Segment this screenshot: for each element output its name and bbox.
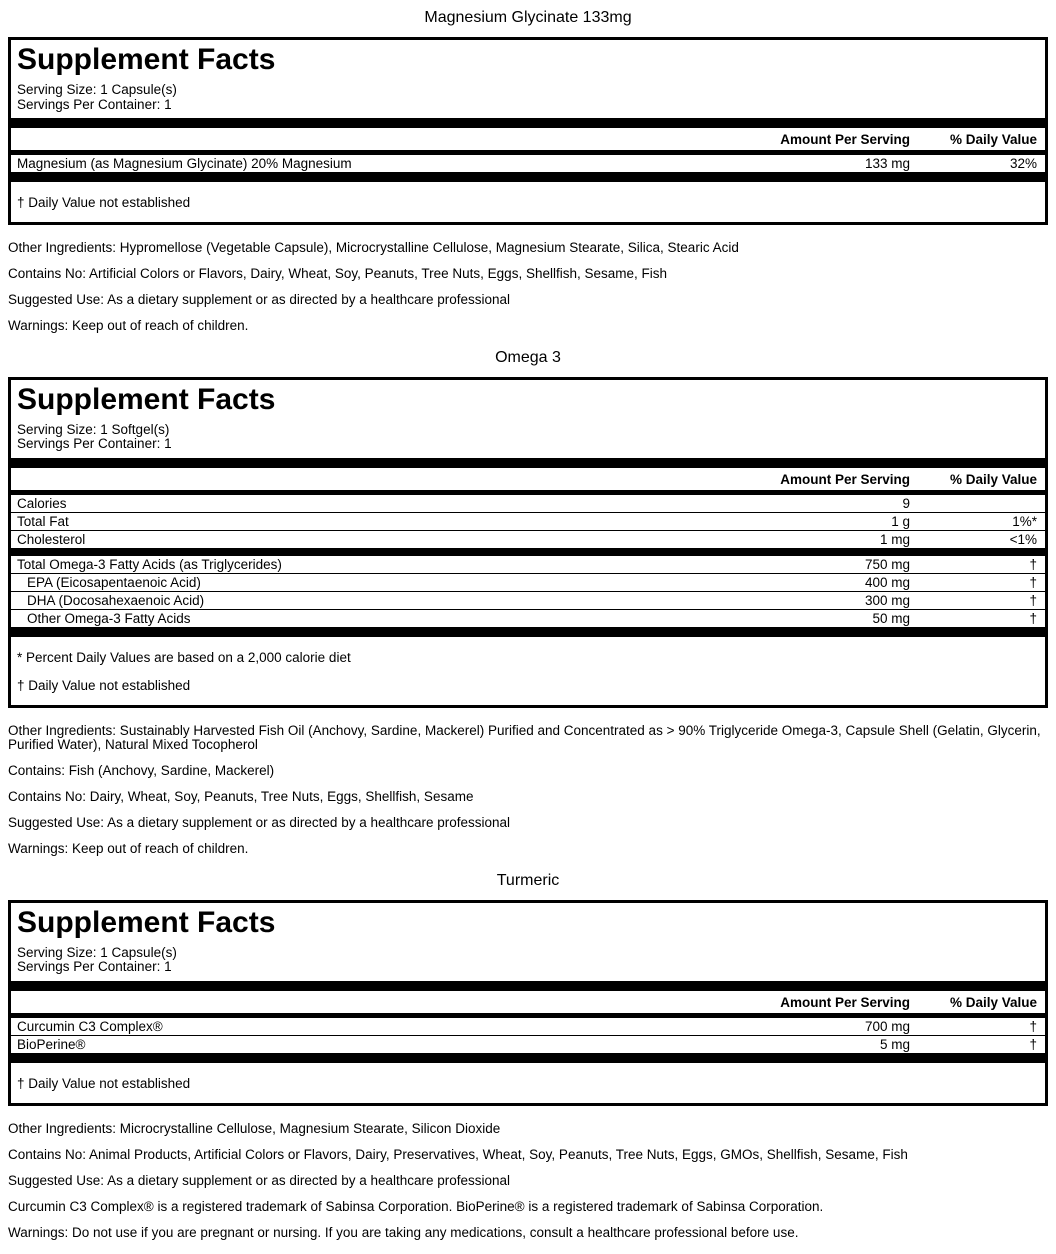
serving-size: Serving Size: 1 Capsule(s) bbox=[17, 944, 177, 960]
panel-heading: Supplement Facts bbox=[17, 43, 276, 76]
divider-bar-thick bbox=[11, 458, 1045, 468]
note-contains-no: Contains No: Dairy, Wheat, Soy, Peanuts, Tree Nuts, Eggs, Shellfish, Sesame bbox=[8, 789, 474, 804]
panel-heading: Supplement Facts bbox=[17, 905, 276, 939]
ingredient-amount: 9 bbox=[902, 495, 910, 511]
ingredient-amount: 400 mg bbox=[864, 574, 910, 590]
ingredient-amount: 1 mg bbox=[879, 531, 910, 547]
ingredient-amount: 5 mg bbox=[879, 1036, 910, 1052]
serving-size: Serving Size: 1 Softgel(s) bbox=[17, 421, 170, 437]
table-header-row bbox=[11, 991, 1045, 1013]
note-contains-no: Contains No: Artificial Colors or Flavors, Dairy, Wheat, Soy, Peanuts, Tree Nuts, Eggs, Shellfish, Sesame, Fish bbox=[8, 266, 668, 281]
ingredient-daily-value: 32% bbox=[1009, 156, 1037, 171]
ingredient-daily-value: 1%* bbox=[1012, 513, 1037, 529]
column-header-amount: Amount Per Serving bbox=[780, 471, 910, 487]
note-other-ingredients: Other Ingredients: Sustainably Harvested Fish Oil (Anchovy, Sardine, Mackerel) Purified and Concentrated as > 90% Triglyceride Omega-3, Capsule Shell (Gelatin, Glycerin, Purified Water), Natural Mixed Tocopherol bbox=[8, 722, 1041, 752]
ingredient-name: Total Fat bbox=[17, 513, 69, 529]
ingredient-daily-value: † bbox=[1029, 574, 1037, 590]
section-notes-omega3 bbox=[8, 724, 1048, 857]
ingredient-amount: 133 mg bbox=[864, 156, 910, 171]
divider-bar-thick bbox=[11, 627, 1045, 637]
note-warnings: Warnings: Keep out of reach of children. bbox=[8, 841, 249, 856]
column-header-amount: Amount Per Serving bbox=[780, 994, 910, 1010]
column-header-daily-value: % Daily Value bbox=[949, 471, 1037, 487]
table-row bbox=[11, 531, 1045, 548]
ingredient-daily-value: † bbox=[1029, 610, 1037, 626]
note-other-ingredients: Other Ingredients: Microcrystalline Cellulose, Magnesium Stearate, Silicon Dioxide bbox=[8, 1120, 501, 1136]
servings-per-container: Servings Per Container: 1 bbox=[17, 436, 172, 451]
ingredient-name: EPA (Eicosapentaenoic Acid) bbox=[27, 574, 201, 590]
ingredient-name: BioPerine® bbox=[17, 1036, 86, 1052]
ingredient-daily-value: † bbox=[1029, 1018, 1037, 1034]
note-contains-no: Contains No: Animal Products, Artificial Colors or Flavors, Dairy, Preservatives, Wheat, Soy, Peanuts, Tree Nuts, Eggs, GMOs, Shellfish, Sesame, Fish bbox=[8, 1146, 908, 1162]
note-other-ingredients: Other Ingredients: Hypromellose (Vegetable Capsule), Microcrystalline Cellulose, Magnesium Stearate, Silica, Stearic Acid bbox=[8, 240, 739, 255]
ingredient-name: Total Omega-3 Fatty Acids (as Triglycerides) bbox=[17, 556, 282, 572]
note-warnings: Warnings: Keep out of reach of children. bbox=[8, 318, 249, 333]
divider-bar-thick bbox=[11, 981, 1045, 991]
section-title-omega3: Omega 3 bbox=[495, 348, 561, 366]
servings-per-container: Servings Per Container: 1 bbox=[17, 96, 172, 112]
divider-bar-mid bbox=[11, 548, 1045, 556]
ingredient-name: Other Omega-3 Fatty Acids bbox=[27, 610, 191, 626]
footnote-dagger: † Daily Value not established bbox=[17, 1075, 191, 1091]
table-row bbox=[11, 592, 1045, 610]
section-notes-turmeric bbox=[8, 1122, 1048, 1241]
table-row bbox=[11, 574, 1045, 592]
footnote-dagger: † Daily Value not established bbox=[17, 677, 191, 693]
ingredient-daily-value bbox=[910, 497, 1037, 511]
table-row bbox=[11, 1036, 1045, 1053]
ingredient-name: Curcumin C3 Complex® bbox=[17, 1018, 163, 1034]
ingredient-amount: 50 mg bbox=[872, 610, 910, 626]
table-row bbox=[11, 556, 1045, 574]
footnote-dagger: † Daily Value not established bbox=[17, 195, 191, 210]
table-header-row bbox=[11, 468, 1045, 490]
table-row bbox=[11, 155, 1045, 172]
divider-bar-thick bbox=[11, 172, 1045, 182]
column-header-daily-value: % Daily Value bbox=[949, 994, 1037, 1010]
section-notes-magnesium bbox=[8, 241, 1048, 334]
divider-bar-thick bbox=[11, 118, 1045, 128]
footnote-percent: * Percent Daily Values are based on a 2,000 calorie diet bbox=[17, 649, 351, 665]
table-header-row bbox=[11, 128, 1045, 150]
column-header-amount: Amount Per Serving bbox=[780, 132, 910, 147]
note-trademark: Curcumin C3 Complex® is a registered trademark of Sabinsa Corporation. BioPerine® is a registered trademark of Sabinsa Corporation. bbox=[8, 1198, 824, 1214]
note-suggested-use: Suggested Use: As a dietary supplement or as directed by a healthcare professional bbox=[8, 815, 511, 830]
table-row bbox=[11, 1018, 1045, 1036]
table-row bbox=[11, 513, 1045, 531]
note-suggested-use: Suggested Use: As a dietary supplement or as directed by a healthcare professional bbox=[8, 292, 511, 307]
ingredient-name: Cholesterol bbox=[17, 531, 86, 547]
ingredient-name: Calories bbox=[17, 495, 67, 511]
ingredient-daily-value: † bbox=[1029, 556, 1037, 572]
section-title-turmeric: Turmeric bbox=[496, 871, 560, 889]
panel-heading: Supplement Facts bbox=[17, 382, 276, 416]
column-header-daily-value: % Daily Value bbox=[949, 132, 1037, 147]
table-row bbox=[11, 495, 1045, 513]
servings-per-container: Servings Per Container: 1 bbox=[17, 959, 172, 974]
note-warnings: Warnings: Do not use if you are pregnant or nursing. If you are taking any medications, consult a healthcare professional before use. bbox=[8, 1224, 799, 1240]
ingredient-amount: 750 mg bbox=[864, 556, 910, 572]
divider-bar-thick bbox=[11, 1053, 1045, 1063]
panel-bottom-spacer bbox=[11, 210, 1045, 222]
ingredient-name: Magnesium (as Magnesium Glycinate) 20% Magnesium bbox=[17, 156, 352, 171]
supplement-facts-panel-magnesium bbox=[8, 37, 1048, 225]
ingredient-daily-value: † bbox=[1029, 592, 1037, 608]
ingredient-amount: 700 mg bbox=[864, 1018, 910, 1034]
ingredient-daily-value: <1% bbox=[1009, 531, 1037, 547]
section-title-magnesium: Magnesium Glycinate 133mg bbox=[424, 9, 632, 26]
ingredient-amount: 1 g bbox=[891, 513, 910, 529]
table-row bbox=[11, 610, 1045, 627]
ingredient-name: DHA (Docosahexaenoic Acid) bbox=[27, 592, 205, 608]
ingredient-amount: 300 mg bbox=[864, 592, 910, 608]
ingredient-daily-value: † bbox=[1029, 1036, 1037, 1052]
supplement-facts-panel-turmeric bbox=[8, 900, 1048, 1106]
supplement-facts-panel-omega3 bbox=[8, 377, 1048, 708]
panel-bottom-spacer bbox=[11, 693, 1045, 705]
panel-bottom-spacer bbox=[11, 1091, 1045, 1103]
note-suggested-use: Suggested Use: As a dietary supplement or as directed by a healthcare professional bbox=[8, 1172, 511, 1188]
serving-size: Serving Size: 1 Capsule(s) bbox=[17, 82, 177, 97]
note-contains: Contains: Fish (Anchovy, Sardine, Mackerel) bbox=[8, 763, 275, 778]
